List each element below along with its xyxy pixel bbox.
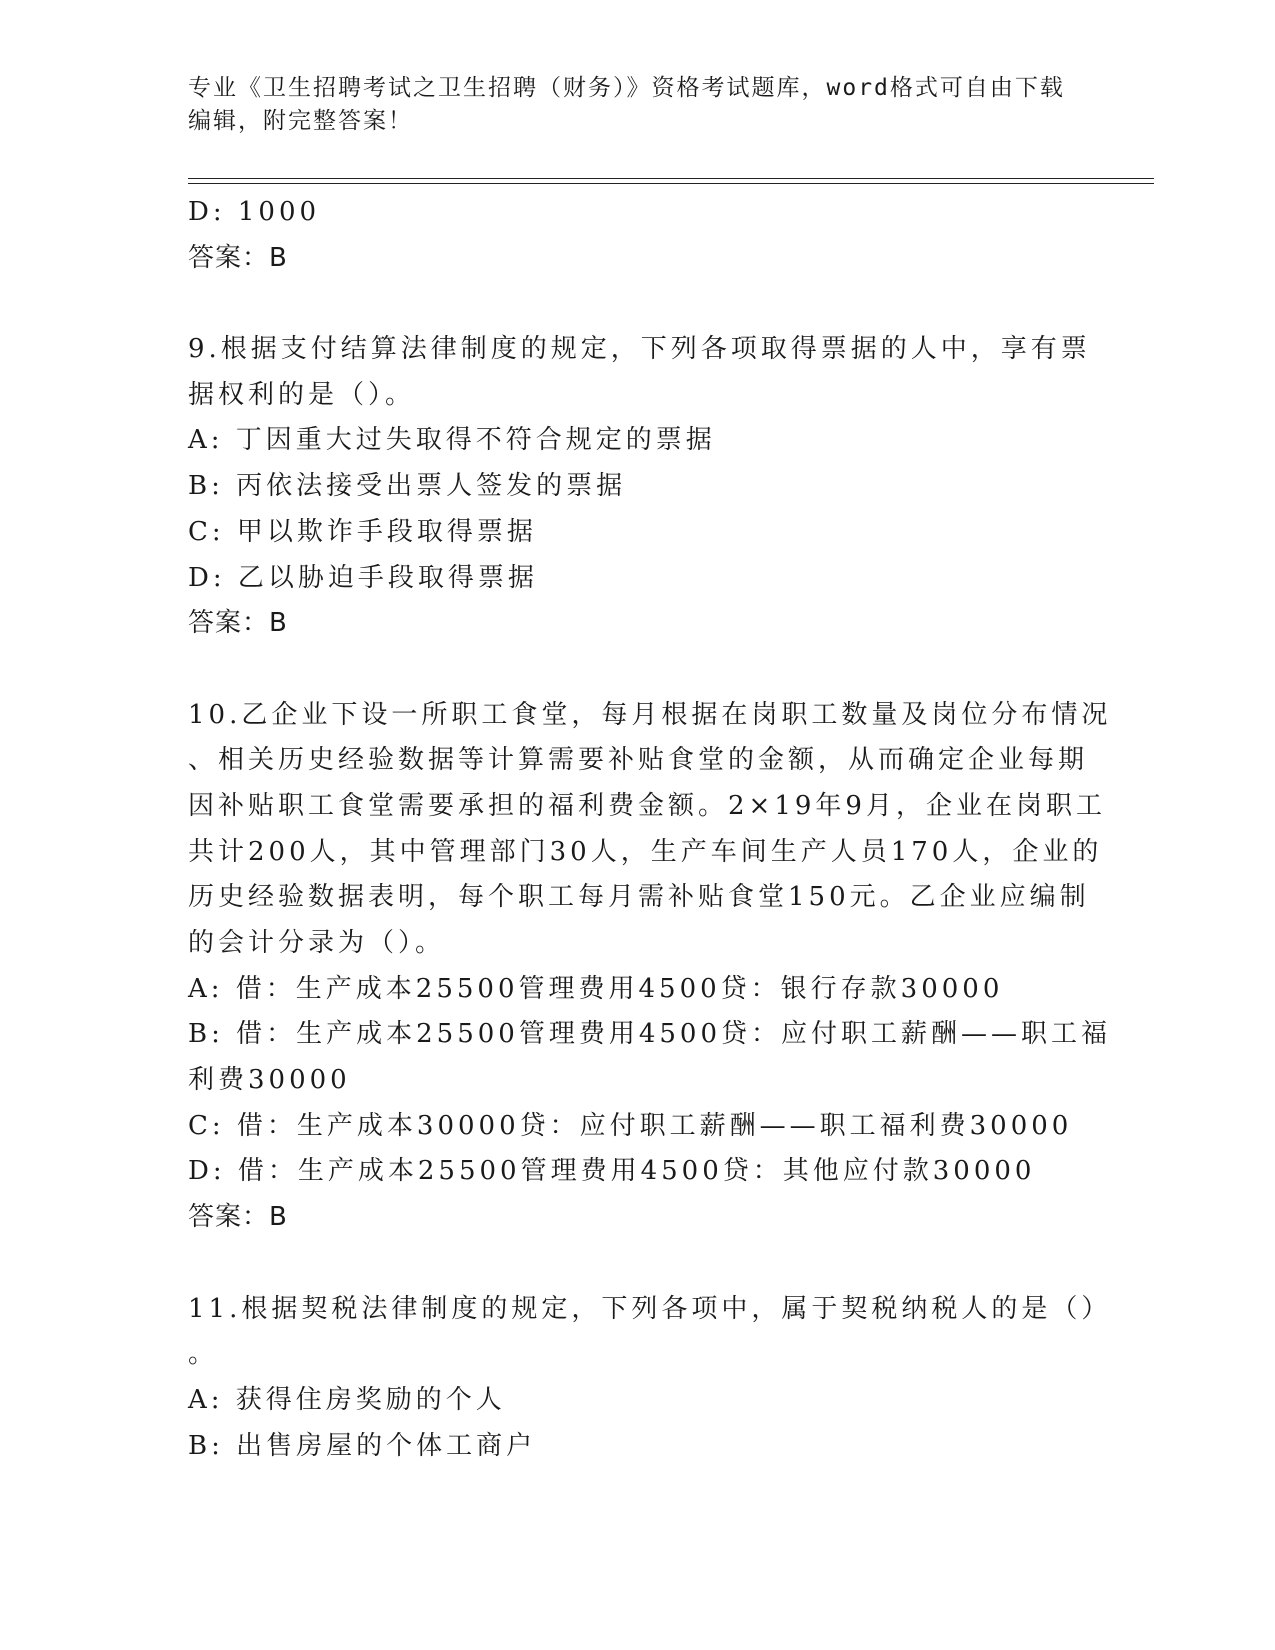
question-content	[188, 190, 1112, 1469]
q10-stem-line-4: 共计200人，其中管理部门30人，生产车间生产人员170人，企业的	[188, 836, 1103, 867]
q11-option-b: B: 出售房屋的个体工商户	[188, 1430, 537, 1461]
q11-stem-line-2: 。	[188, 1339, 219, 1370]
q10-answer: 答案：B	[188, 1202, 288, 1233]
document-header	[188, 72, 1088, 138]
q9-option-a: A: 丁因重大过失取得不符合规定的票据	[188, 425, 716, 456]
question-11	[188, 1287, 1112, 1470]
q10-stem-line-5: 历史经验数据表明，每个职工每月需补贴食堂150元。乙企业应编制	[188, 882, 1090, 913]
spacer	[188, 1241, 1088, 1287]
header-rule-top	[188, 178, 1154, 179]
question-9	[188, 327, 1091, 647]
question-10	[188, 693, 1112, 1241]
header-line-1: 专业《卫生招聘考试之卫生招聘（财务）》资格考试题库，word格式可自由下载	[188, 75, 1065, 101]
q9-option-d: D: 乙以胁迫手段取得票据	[188, 562, 538, 593]
q9-stem-line-1: 9.根据支付结算法律制度的规定，下列各项取得票据的人中，享有票	[188, 334, 1091, 365]
header-rule-bottom	[188, 183, 1154, 184]
q10-option-d: D: 借：生产成本25500管理费用4500贷：其他应付款30000	[188, 1156, 1036, 1187]
q10-option-b-line-1: B: 借：生产成本25500管理费用4500贷：应付职工薪酬——职工福	[188, 1019, 1112, 1050]
q10-stem-line-2: 、相关历史经验数据等计算需要补贴食堂的金额，从而确定企业每期	[188, 745, 1089, 776]
question-8-tail	[188, 190, 1088, 281]
q9-stem-line-2: 据权利的是（）。	[188, 379, 416, 410]
q11-option-a: A: 获得住房奖励的个人	[188, 1384, 506, 1415]
q10-option-b-line-2: 利费30000	[188, 1065, 351, 1096]
q10-option-a: A: 借：生产成本25500管理费用4500贷：银行存款30000	[188, 973, 1004, 1004]
header-line-2: 编辑，附完整答案！	[188, 108, 413, 134]
q10-stem-line-6: 的会计分录为（）。	[188, 928, 446, 958]
q10-stem-line-3: 因补贴职工食堂需要承担的福利费金额。2×19年9月，企业在岗职工	[188, 790, 1106, 821]
q9-option-c: C: 甲以欺诈手段取得票据	[188, 516, 537, 547]
spacer	[188, 281, 1088, 327]
q8-option-d: D: 1000	[188, 197, 321, 227]
q10-option-c: C: 借：生产成本30000贷：应付职工薪酬——职工福利费30000	[188, 1110, 1073, 1141]
q10-stem-line-1: 10.乙企业下设一所职工食堂，每月根据在岗职工数量及岗位分布情况	[188, 699, 1112, 730]
spacer	[188, 647, 1088, 693]
q9-answer: 答案：B	[188, 608, 288, 639]
q11-stem-line-1: 11.根据契税法律制度的规定，下列各项中，属于契税纳税人的是（）	[188, 1293, 1112, 1324]
q9-option-b: B: 丙依法接受出票人签发的票据	[188, 471, 627, 502]
q8-answer: 答案：B	[188, 242, 288, 273]
